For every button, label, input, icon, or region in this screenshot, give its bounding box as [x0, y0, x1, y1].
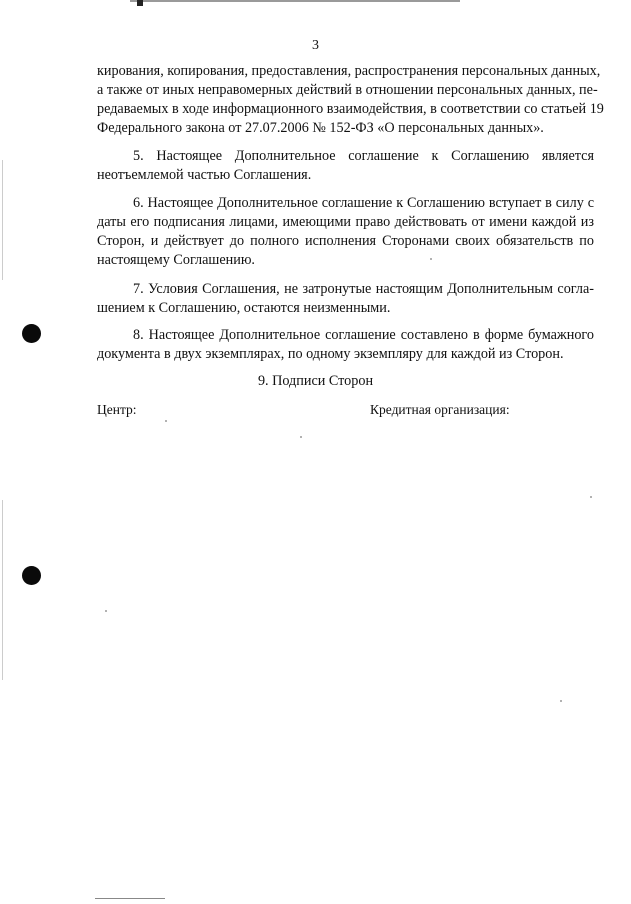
punch-hole-top [22, 324, 41, 343]
scan-top-edge [130, 0, 460, 2]
scan-speck [105, 610, 107, 612]
page-number: 3 [312, 38, 319, 53]
body-text-line: 5. Настоящее Дополнительное соглашение к Соглашению является [133, 148, 594, 164]
scan-speck [300, 436, 302, 438]
body-text-line: неотъемлемой частью Соглашения. [97, 167, 312, 183]
body-text-line: кирования, копирования, предоставления, распространения персональных данных, [97, 63, 601, 79]
body-text-line: Федерального закона от 27.07.2006 № 152-ФЗ «О персональных данных». [97, 120, 544, 136]
scan-bottom-mark [95, 898, 165, 899]
signature-right-label: Кредитная организация: [370, 402, 510, 417]
body-text-line: документа в двух экземплярах, по одному экземпляру для каждой из Сторон. [97, 346, 564, 362]
body-text-line: редаваемых в ходе информационного взаимодействия, в соответствии со статьей 19 [97, 101, 604, 117]
scan-left-edge [2, 500, 3, 680]
body-text-line: Сторон, и действует до полного исполнения Сторонами своих обязательств по [97, 233, 594, 249]
body-text-line: настоящему Соглашению. [97, 252, 255, 268]
scan-mark [137, 0, 143, 6]
body-text-line: даты его подписания лицами, имеющими право действовать от имени каждой из [97, 214, 594, 230]
punch-hole-bottom [22, 566, 41, 585]
scan-speck [560, 700, 562, 702]
signatures-heading: 9. Подписи Сторон [257, 373, 374, 389]
body-text-line: 7. Условия Соглашения, не затронутые настоящим Дополнительным согла- [133, 281, 594, 297]
body-text-line: шением к Соглашению, остаются неизменными. [97, 300, 391, 316]
body-text-line: 8. Настоящее Дополнительное соглашение составлено в форме бумажного [133, 327, 594, 343]
signature-left-label: Центр: [97, 402, 137, 417]
body-text-line: а также от иных неправомерных действий в отношении персональных данных, пе- [97, 82, 598, 98]
scan-speck [590, 496, 592, 498]
scan-left-edge [2, 160, 3, 280]
scan-speck [165, 420, 167, 422]
scan-speck [430, 258, 432, 260]
body-text-line: 6. Настоящее Дополнительное соглашение к Соглашению вступает в силу с [133, 195, 594, 211]
